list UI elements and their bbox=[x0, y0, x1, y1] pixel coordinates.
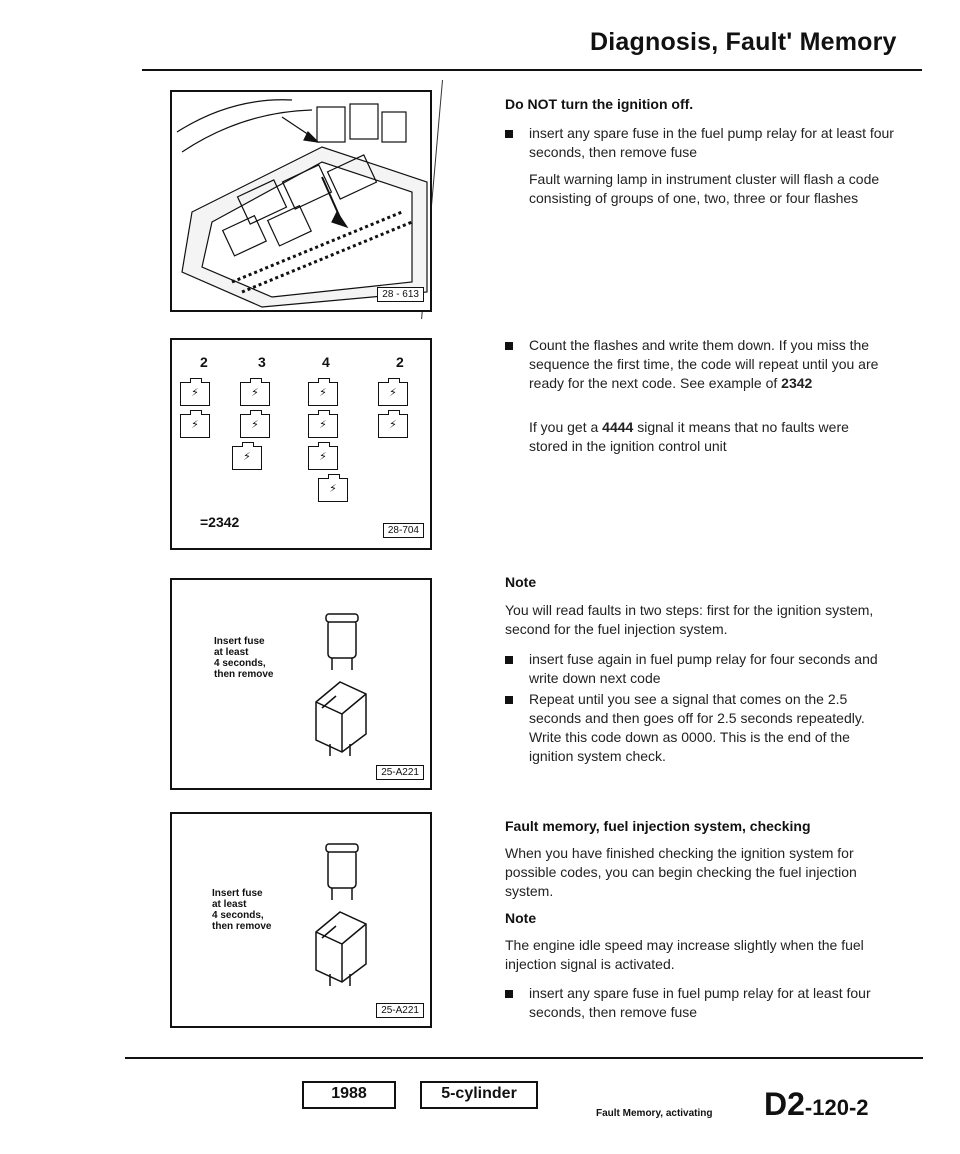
engine-box: 5-cylinder bbox=[420, 1081, 538, 1109]
engine-warning-lamp-icon: ⚡ bbox=[180, 382, 210, 406]
engine-warning-lamp-icon: ⚡ bbox=[308, 382, 338, 406]
figure-flash-code bbox=[170, 338, 432, 550]
engine-warning-lamp-icon: ⚡ bbox=[318, 478, 348, 502]
figure-tag: 25-A221 bbox=[376, 1003, 424, 1018]
engine-warning-lamp-icon: ⚡ bbox=[180, 414, 210, 438]
paragraph: Fault warning lamp in instrument cluster will flash a code consisting of groups of one, two, three or four flashes bbox=[529, 171, 880, 206]
page-code: D2-120-2 bbox=[764, 1086, 869, 1122]
year-box: 1988 bbox=[302, 1081, 396, 1109]
footer-caption: Fault Memory, activating bbox=[596, 1108, 713, 1119]
fuse-and-relay-illustration bbox=[304, 842, 394, 992]
example-code: 2342 bbox=[781, 375, 813, 391]
paragraph: If you get a 4444 signal it means that no faults were stored in the ignition control unit bbox=[529, 419, 849, 454]
group-count-3: 4 bbox=[322, 354, 330, 370]
engine-warning-lamp-icon: ⚡ bbox=[232, 446, 262, 470]
paragraph: When you have finished checking the ignition system for possible codes, you can begin checking the fuel injection system. bbox=[505, 845, 857, 899]
figure-insert-fuse-2 bbox=[170, 812, 432, 1028]
bullet-icon bbox=[505, 130, 513, 138]
paragraph: The engine idle speed may increase slightly when the fuel injection signal is activated. bbox=[505, 937, 864, 972]
note-heading: Note bbox=[505, 910, 537, 926]
flash-code-result: =2342 bbox=[200, 514, 240, 530]
group-count-1: 2 bbox=[200, 354, 208, 370]
note-heading: Note bbox=[505, 574, 537, 590]
figure-fuse-box bbox=[170, 90, 432, 312]
figure-tag: 25-A221 bbox=[376, 765, 424, 780]
bullet-icon bbox=[505, 342, 513, 350]
figure-label: Insert fuse at least 4 seconds, then remove bbox=[212, 888, 272, 932]
engine-warning-lamp-icon: ⚡ bbox=[308, 446, 338, 470]
engine-warning-lamp-icon: ⚡ bbox=[378, 382, 408, 406]
figure-tag: 28-704 bbox=[383, 523, 424, 538]
bullet-icon bbox=[505, 696, 513, 704]
header-rule bbox=[142, 69, 922, 71]
bullet-icon bbox=[505, 990, 513, 998]
page-title: Diagnosis, Fault' Memory bbox=[590, 28, 897, 56]
footer-rule bbox=[125, 1057, 923, 1059]
fuse-and-relay-illustration bbox=[304, 612, 394, 762]
no-fault-code: 4444 bbox=[602, 419, 634, 435]
figure-insert-fuse-1 bbox=[170, 578, 432, 790]
engine-warning-lamp-icon: ⚡ bbox=[378, 414, 408, 438]
fuse-box-illustration bbox=[172, 92, 430, 310]
engine-warning-lamp-icon: ⚡ bbox=[240, 382, 270, 406]
figure-label: Insert fuse at least 4 seconds, then remove bbox=[214, 636, 274, 680]
paragraph: You will read faults in two steps: first for the ignition system, second for the fuel injection system. bbox=[505, 602, 874, 637]
bullet-icon bbox=[505, 656, 513, 664]
figure-tag: 28 - 613 bbox=[377, 287, 424, 302]
engine-warning-lamp-icon: ⚡ bbox=[240, 414, 270, 438]
heading-do-not-turn-off: Do NOT turn the ignition off. bbox=[505, 96, 694, 112]
group-count-4: 2 bbox=[396, 354, 404, 370]
group-count-2: 3 bbox=[258, 354, 266, 370]
engine-warning-lamp-icon: ⚡ bbox=[308, 414, 338, 438]
section-heading: Fault memory, fuel injection system, checking bbox=[505, 818, 811, 834]
